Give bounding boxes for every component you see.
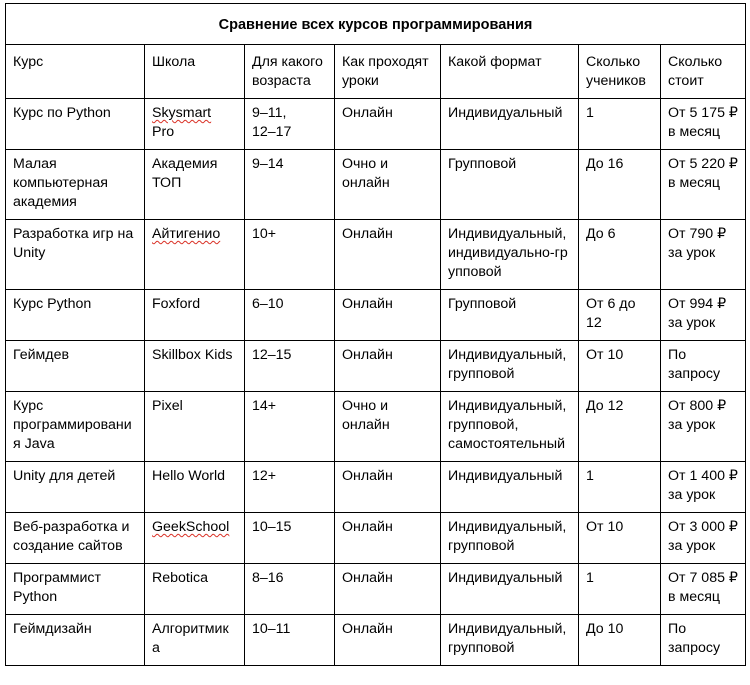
cell-students: 1 xyxy=(579,564,661,615)
cell-school: Pixel xyxy=(145,392,245,462)
cell-age: 8–16 xyxy=(245,564,335,615)
header-row xyxy=(6,45,746,99)
cell-mode: Онлайн xyxy=(335,462,441,513)
cell-students: До 12 xyxy=(579,392,661,462)
cell-price: От 5 175 ₽ в месяц xyxy=(661,99,746,150)
cell-price: От 800 ₽ за урок xyxy=(661,392,746,462)
cell-price: От 5 220 ₽ в месяц xyxy=(661,150,746,220)
cell-students: От 10 xyxy=(579,513,661,564)
cell-price: По запросу xyxy=(661,341,746,392)
cell-school: Hello World xyxy=(145,462,245,513)
cell-students: 1 xyxy=(579,462,661,513)
column-header: Курс xyxy=(6,45,145,99)
table-row xyxy=(6,462,746,513)
cell-course: Курс по Python xyxy=(6,99,145,150)
title-row xyxy=(6,4,746,45)
courses-comparison-table xyxy=(5,3,746,666)
cell-school: Айтигенио xyxy=(145,220,245,290)
cell-course: Геймдев xyxy=(6,341,145,392)
cell-format: Групповой xyxy=(441,290,579,341)
cell-format: Индивидуальный xyxy=(441,564,579,615)
cell-price: По запросу xyxy=(661,615,746,666)
column-header: Как проходят уроки xyxy=(335,45,441,99)
table-row xyxy=(6,220,746,290)
table-row xyxy=(6,150,746,220)
table-row xyxy=(6,564,746,615)
table-row xyxy=(6,341,746,392)
cell-course: Курс Python xyxy=(6,290,145,341)
cell-mode: Онлайн xyxy=(335,513,441,564)
cell-course: Разработка игр на Unity xyxy=(6,220,145,290)
cell-mode: Онлайн xyxy=(335,341,441,392)
cell-course: Малая компьютерная академия xyxy=(6,150,145,220)
table-row xyxy=(6,392,746,462)
cell-age: 14+ xyxy=(245,392,335,462)
cell-format: Индивидуальный, групповой xyxy=(441,615,579,666)
cell-price: От 3 000 ₽ за урок xyxy=(661,513,746,564)
cell-school: Академия ТОП xyxy=(145,150,245,220)
cell-students: До 16 xyxy=(579,150,661,220)
cell-age: 9–14 xyxy=(245,150,335,220)
cell-price: От 994 ₽ за урок xyxy=(661,290,746,341)
cell-course: Веб-разработка и создание сайтов xyxy=(6,513,145,564)
column-header: Для какого возраста xyxy=(245,45,335,99)
table-row xyxy=(6,99,746,150)
cell-age: 10–15 xyxy=(245,513,335,564)
cell-age: 12–15 xyxy=(245,341,335,392)
table-row xyxy=(6,615,746,666)
cell-course: Курс программировани я Java xyxy=(6,392,145,462)
column-header: Сколько стоит xyxy=(661,45,746,99)
cell-course: Программист Python xyxy=(6,564,145,615)
cell-students: 1 xyxy=(579,99,661,150)
cell-students: От 6 до 12 xyxy=(579,290,661,341)
cell-course: Геймдизайн xyxy=(6,615,145,666)
cell-age: 12+ xyxy=(245,462,335,513)
cell-price: От 1 400 ₽ за урок xyxy=(661,462,746,513)
column-header: Какой формат xyxy=(441,45,579,99)
cell-mode: Онлайн xyxy=(335,615,441,666)
cell-school: Rebotica xyxy=(145,564,245,615)
cell-price: От 790 ₽ за урок xyxy=(661,220,746,290)
cell-age: 10–11 xyxy=(245,615,335,666)
cell-school: Skillbox Kids xyxy=(145,341,245,392)
cell-students: До 6 xyxy=(579,220,661,290)
cell-mode: Онлайн xyxy=(335,290,441,341)
cell-format: Индивидуальный, групповой xyxy=(441,513,579,564)
cell-course: Unity для детей xyxy=(6,462,145,513)
cell-mode: Онлайн xyxy=(335,220,441,290)
cell-students: От 10 xyxy=(579,341,661,392)
cell-age: 6–10 xyxy=(245,290,335,341)
cell-school: GeekSchool xyxy=(145,513,245,564)
cell-mode: Очно и онлайн xyxy=(335,392,441,462)
cell-format: Индивидуальный xyxy=(441,99,579,150)
cell-format: Индивидуальный, групповой xyxy=(441,341,579,392)
cell-age: 9–11, 12–17 xyxy=(245,99,335,150)
cell-format: Индивидуальный xyxy=(441,462,579,513)
table-row xyxy=(6,513,746,564)
cell-mode: Онлайн xyxy=(335,564,441,615)
cell-format: Индивидуальный, групповой, самостоятельный xyxy=(441,392,579,462)
cell-format: Индивидуальный, индивидуально-гр упповой xyxy=(441,220,579,290)
cell-mode: Очно и онлайн xyxy=(335,150,441,220)
cell-school: Skysmart Pro xyxy=(145,99,245,150)
cell-students: До 10 xyxy=(579,615,661,666)
cell-school: Алгоритмик а xyxy=(145,615,245,666)
cell-mode: Онлайн xyxy=(335,99,441,150)
cell-format: Групповой xyxy=(441,150,579,220)
table-row xyxy=(6,290,746,341)
cell-price: От 7 085 ₽ в месяц xyxy=(661,564,746,615)
column-header: Сколько учеников xyxy=(579,45,661,99)
cell-age: 10+ xyxy=(245,220,335,290)
column-header: Школа xyxy=(145,45,245,99)
table-title: Сравнение всех курсов программирования xyxy=(6,4,746,45)
cell-school: Foxford xyxy=(145,290,245,341)
